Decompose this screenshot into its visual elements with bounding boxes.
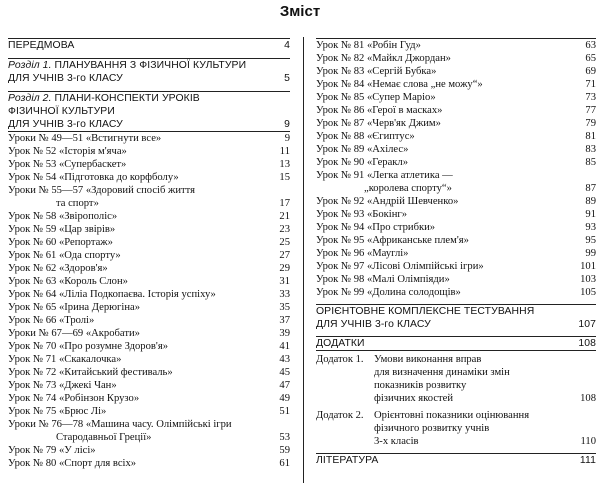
section-2-page: 9 (284, 119, 290, 130)
toc-entry-page: 33 (279, 289, 290, 300)
appendix-item-line: 3-х класів (374, 436, 419, 447)
toc-entry-page: 73 (585, 92, 596, 103)
appendix-item[interactable] (316, 353, 596, 405)
toc-entry[interactable] (316, 286, 596, 299)
toc-entry[interactable] (8, 262, 290, 275)
toc-entry-title: Урок № 71 «Скакалочка» (8, 354, 122, 365)
toc-entry-page: 49 (279, 393, 290, 404)
toc-entry-page: 79 (585, 118, 596, 129)
toc-entry-title: Урок № 90 «Геракл» (316, 157, 409, 168)
appendix-item-line: фізичних якостей (374, 393, 454, 404)
toc-testing[interactable] (316, 304, 596, 331)
toc-entry-page: 101 (580, 261, 596, 272)
toc-entry-title: Урок № 63 «Король Слон» (8, 276, 128, 287)
appendix-item-label: Додаток 2. (316, 410, 364, 421)
toc-entry[interactable] (316, 169, 596, 182)
toc-entry-page: 15 (279, 172, 290, 183)
toc-entry-title: Урок № 73 «Джекі Чан» (8, 380, 117, 391)
toc-entry-page: 13 (279, 159, 290, 170)
toc-entry-title: Урок № 84 «Немає слова „не можу“» (316, 79, 483, 90)
toc-entry[interactable] (8, 353, 290, 366)
right-column (316, 38, 596, 467)
toc-entry[interactable] (8, 366, 290, 379)
toc-entry-page: 53 (279, 432, 290, 443)
toc-entry-title: Урок № 64 «Ліліа Подкопаєва. Історія успіху» (8, 289, 216, 300)
toc-entry[interactable] (8, 314, 290, 327)
toc-entry-page: 29 (279, 263, 290, 274)
toc-entry-title: Урок № 65 «Ірина Дерюгіна» (8, 302, 140, 313)
toc-entry-page: 95 (585, 235, 596, 246)
toc-entry-title: Урок № 95 «Африканське плем'я» (316, 235, 469, 246)
toc-entry-page: 105 (580, 287, 596, 298)
toc-entry[interactable] (316, 117, 596, 130)
toc-entry-page: 9 (284, 133, 290, 144)
toc-entry[interactable] (8, 145, 290, 158)
toc-entry-page: 83 (585, 144, 596, 155)
toc-entry[interactable] (8, 197, 290, 210)
appendix-item-line: показників розвитку (374, 380, 467, 391)
toc-entry-page: 25 (279, 237, 290, 248)
toc-entry-page: 99 (585, 248, 596, 259)
section-2-title-line1: ПЛАНИ-КОНСПЕКТИ УРОКІВ (51, 93, 200, 104)
toc-entry-page: 81 (585, 131, 596, 142)
toc-entry-title: Урок № 88 «Єгиптус» (316, 131, 415, 142)
toc-entry-title: Урок № 82 «Майкл Джордан» (316, 53, 451, 64)
toc-entry[interactable] (8, 340, 290, 353)
toc-entry[interactable] (316, 104, 596, 117)
toc-entry-title: Урок № 83 «Сергій Бубка» (316, 66, 437, 77)
toc-literature[interactable]: ЛІТЕРАТУРА 111 (316, 455, 596, 466)
toc-entry[interactable] (8, 392, 290, 405)
appendix-item[interactable] (316, 409, 596, 448)
toc-entry[interactable] (316, 195, 596, 208)
toc-entry-page: 61 (279, 458, 290, 469)
toc-entry-page: 93 (585, 222, 596, 233)
toc-entry[interactable] (316, 234, 596, 247)
appendix-item-label: Додаток 1. (316, 354, 364, 365)
toc-entry-page: 77 (585, 105, 596, 116)
toc-preface[interactable]: ПЕРЕДМОВА 4 (8, 40, 290, 51)
toc-entry-page: 11 (279, 146, 290, 157)
toc-entry[interactable] (8, 132, 290, 145)
appendix-title: ДОДАТКИ (316, 338, 365, 349)
toc-entry-title: Урок № 66 «Тролі» (8, 315, 95, 326)
toc-entry-page: 39 (279, 328, 290, 339)
toc-entry-title: Урок № 87 «Черв'як Джим» (316, 118, 441, 129)
section-2-title-line3: ДЛЯ УЧНІВ 3-го КЛАСУ (8, 119, 123, 130)
toc-entry[interactable] (8, 431, 290, 444)
toc-entry-title: Урок № 60 «Репортаж» (8, 237, 113, 248)
toc-entry-page: 65 (585, 53, 596, 64)
toc-entry[interactable] (8, 171, 290, 184)
toc-entry-page: 31 (279, 276, 290, 287)
toc-entry-title: Урок № 62 «Здоров'я» (8, 263, 108, 274)
toc-entry-title: Урок № 96 «Мауглі» (316, 248, 409, 259)
section-1-title-line2: ДЛЯ УЧНІВ 3-го КЛАСУ (8, 73, 123, 84)
appendix-page: 108 (578, 338, 596, 349)
toc-entry-title: Урок № 72 «Китайський фестиваль» (8, 367, 173, 378)
toc-entry[interactable] (316, 182, 596, 195)
appendix-item-page: 108 (580, 393, 596, 404)
toc-appendix[interactable] (316, 336, 596, 448)
toc-entry[interactable] (8, 223, 290, 236)
toc-entry[interactable] (8, 418, 290, 431)
toc-entry-title: Урок № 80 «Спорт для всіх» (8, 458, 137, 469)
toc-entry[interactable] (316, 247, 596, 260)
toc-entry-page: 21 (279, 211, 290, 222)
section-1-label: Розділ 1. (8, 60, 52, 71)
toc-entry-page: 43 (279, 354, 290, 365)
testing-title-line2: ДЛЯ УЧНІВ 3-го КЛАСУ (316, 319, 431, 330)
toc-entry-title: Урок № 52 «Історія м'яча» (8, 146, 127, 157)
toc-entry-page: 45 (279, 367, 290, 378)
toc-entry-page: 35 (279, 302, 290, 313)
section-1-page: 5 (284, 73, 290, 84)
toc-entry-title: Урок № 74 «Робінзон Крузо» (8, 393, 140, 404)
testing-title-line1: ОРІЄНТОВНЕ КОМПЛЕКСНЕ ТЕСТУВАННЯ (316, 306, 535, 317)
toc-entry[interactable] (316, 130, 596, 143)
right-lesson-list (316, 38, 596, 299)
toc-entry-title: Уроки № 67—69 «Акробати» (8, 328, 140, 339)
toc-entry-page: 17 (279, 198, 290, 209)
toc-entry-title: Уроки № 49—51 «Встигнути все» (8, 133, 162, 144)
column-divider (303, 37, 304, 483)
toc-entry[interactable] (8, 379, 290, 392)
section-2-label: Розділ 2. (8, 93, 52, 104)
appendix-item-page: 110 (580, 436, 596, 447)
toc-entry-title: та спорт» (56, 198, 99, 209)
toc-entry-title: Урок № 81 «Робін Гуд» (316, 40, 421, 51)
toc-section-1[interactable] (8, 58, 290, 85)
toc-entry[interactable] (316, 260, 596, 273)
toc-entry[interactable] (8, 405, 290, 418)
toc-entry-title: Урок № 94 «Про стрибки» (316, 222, 436, 233)
toc-entry[interactable] (316, 273, 596, 286)
toc-entry-page: 91 (585, 209, 596, 220)
toc-entry-page: 27 (279, 250, 290, 261)
toc-entry[interactable] (8, 249, 290, 262)
toc-entry-page: 23 (279, 224, 290, 235)
toc-entry-title: Урок № 53 «Супербаскет» (8, 159, 127, 170)
toc-entry[interactable] (8, 236, 290, 249)
toc-entry-page: 37 (279, 315, 290, 326)
testing-page: 107 (578, 319, 596, 330)
toc-entry-title: Урок № 58 «Звірополіс» (8, 211, 118, 222)
appendix-item-line: Умови виконання вправ (374, 354, 482, 365)
toc-entry[interactable] (8, 275, 290, 288)
toc-section-2[interactable] (8, 91, 290, 131)
toc-entry-title: Урок № 92 «Андрій Шевченко» (316, 196, 459, 207)
toc-entry-title: Урок № 54 «Підготовка до корфболу» (8, 172, 179, 183)
toc-entry-page: 69 (585, 66, 596, 77)
toc-entry[interactable] (316, 78, 596, 91)
toc-entry-page: 85 (585, 157, 596, 168)
toc-entry-page: 103 (580, 274, 596, 285)
toc-entry-title: Уроки № 55—57 «Здоровий спосіб життя (8, 185, 196, 196)
toc-entry-title: Урок № 98 «Малі Олімпіяди» (316, 274, 450, 285)
toc-entry-page: 41 (279, 341, 290, 352)
toc-entry-page: 59 (279, 445, 290, 456)
toc-entry-title: „королева спорту“» (364, 183, 452, 194)
toc-entry-title: Урок № 79 «У лісі» (8, 445, 96, 456)
toc-entry-title: Урок № 99 «Долина солодощів» (316, 287, 461, 298)
toc-entry-page: 87 (585, 183, 596, 194)
appendix-item-line: Орієнтовні показники оцінювання (374, 410, 530, 421)
toc-entry-title: Урок № 91 «Легка атлетика — (316, 170, 453, 181)
toc-entry-page: 63 (585, 40, 596, 51)
toc-entry[interactable] (316, 65, 596, 78)
toc-entry-page: 51 (279, 406, 290, 417)
toc-entry-title: Урок № 97 «Лісові Олімпійські ігри» (316, 261, 484, 272)
page-title: Зміст (279, 3, 321, 20)
toc-entry[interactable] (316, 91, 596, 104)
toc-entry[interactable] (316, 156, 596, 169)
appendix-list (316, 350, 596, 448)
toc-entry-title: Урок № 70 «Про розумне Здоров'я» (8, 341, 168, 352)
toc-entry-title: Урок № 89 «Ахілес» (316, 144, 409, 155)
toc-entry[interactable] (316, 208, 596, 221)
toc-entry[interactable] (316, 39, 596, 52)
toc-entry[interactable] (316, 52, 596, 65)
toc-entry-title: Урок № 59 «Цар звірів» (8, 224, 116, 235)
toc-entry[interactable] (316, 143, 596, 156)
toc-entry[interactable] (8, 210, 290, 223)
toc-entry-title: Стародавньої Греції» (56, 432, 152, 443)
toc-entry[interactable] (8, 444, 290, 457)
left-lesson-list (8, 131, 290, 470)
toc-entry-page: 89 (585, 196, 596, 207)
toc-entry[interactable] (316, 221, 596, 234)
toc-entry[interactable] (8, 457, 290, 470)
toc-entry-page: 71 (585, 79, 596, 90)
toc-entry-title: Урок № 61 «Ода спорту» (8, 250, 121, 261)
toc-entry[interactable] (8, 184, 290, 197)
left-column (8, 38, 290, 470)
appendix-item-line: для визначення динаміки змін (374, 367, 510, 378)
appendix-item-line: фізичного розвитку учнів (374, 423, 490, 434)
toc-entry-title: Урок № 85 «Супер Маріо» (316, 92, 436, 103)
toc-entry-title: Урок № 86 «Герої в масках» (316, 105, 443, 116)
toc-entry[interactable] (8, 327, 290, 340)
toc-entry-page: 47 (279, 380, 290, 391)
toc-entry[interactable] (8, 158, 290, 171)
toc-entry-title: Урок № 75 «Брюс Лі» (8, 406, 107, 417)
toc-entry-title: Уроки № 76—78 «Машина часу. Олімпійські ігри (8, 419, 232, 430)
toc-entry[interactable] (8, 301, 290, 314)
toc-entry[interactable] (8, 288, 290, 301)
section-2-title-line2: ФІЗИЧНОЇ КУЛЬТУРИ (8, 106, 115, 117)
section-1-title-line1: ПЛАНУВАННЯ З ФІЗИЧНОЇ КУЛЬТУРИ (51, 60, 247, 71)
toc-entry-title: Урок № 93 «Бокінг» (316, 209, 408, 220)
